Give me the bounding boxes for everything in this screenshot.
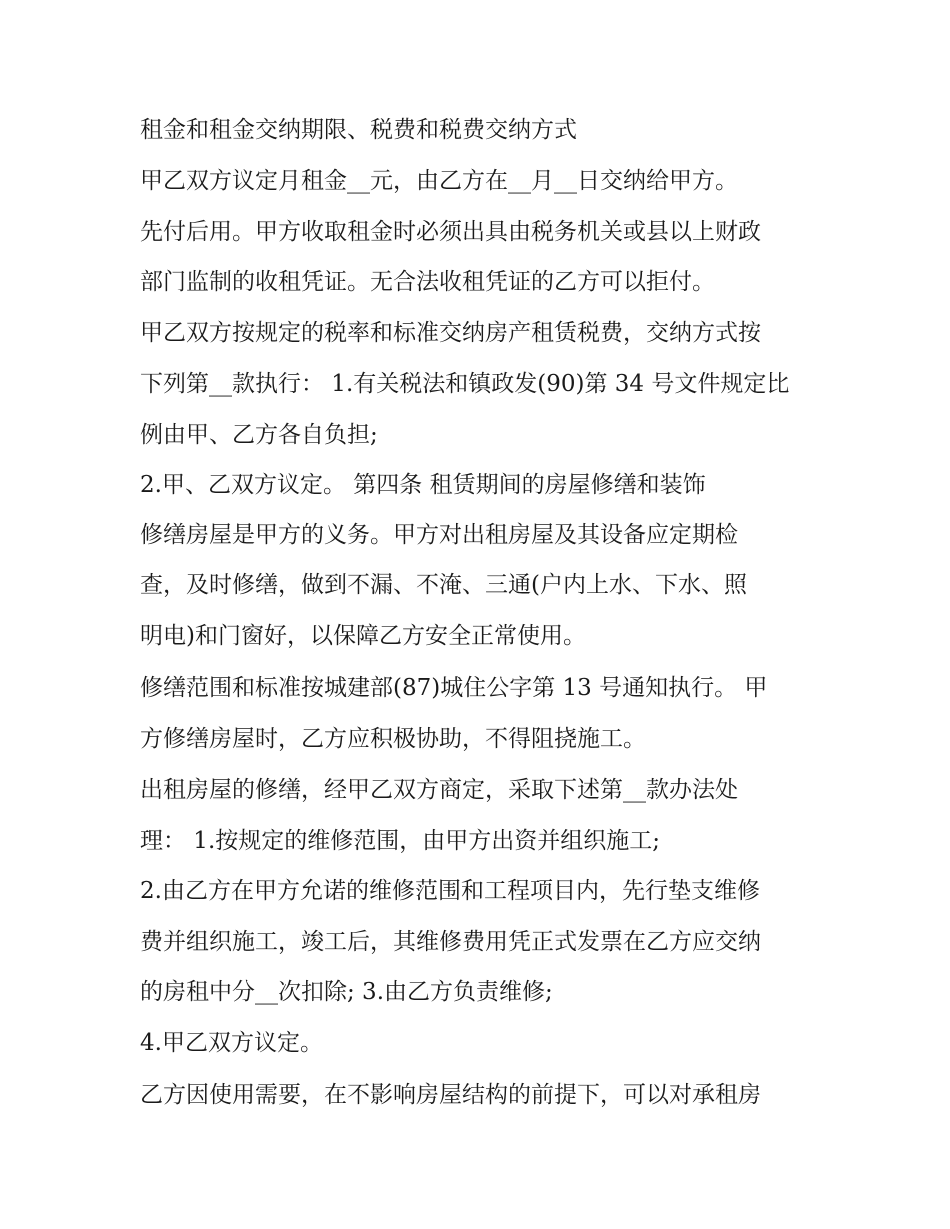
text-line: 2.甲、乙双方议定。 第四条 租赁期间的房屋修缮和装饰: [140, 472, 706, 498]
text-line: 费并组织施工，竣工后，其维修费用凭正式发票在乙方应交纳: [140, 929, 761, 955]
text-line: 2.由乙方在甲方允诺的维修范围和工程项目内，先行垫支维修: [140, 878, 760, 904]
text-line: 租金和租金交纳期限、税费和税费交纳方式: [140, 117, 577, 143]
text-line: 甲乙双方按规定的税率和标准交纳房产租赁税费，交纳方式按: [140, 320, 761, 346]
text-line: 修缮房屋是甲方的义务。甲方对出租房屋及其设备应定期检: [140, 522, 738, 548]
text-line: 方修缮房屋时，乙方应积极协助，不得阻挠施工。: [140, 726, 646, 752]
text-line: 明电)和门窗好，以保障乙方安全正常使用。: [140, 623, 586, 649]
text-line: 修缮范围和标准按城建部(87)城住公字第 13 号通知执行。 甲: [140, 675, 768, 701]
text-line: 甲乙双方议定月租金__元，由乙方在__月__日交纳给甲方。: [140, 168, 738, 194]
text-line: 乙方因使用需要，在不影响房屋结构的前提下，可以对承租房: [140, 1082, 761, 1108]
text-line: 4.甲乙双方议定。: [140, 1030, 323, 1056]
text-line: 出租房屋的修缮，经甲乙双方商定，采取下述第__款办法处: [140, 777, 738, 803]
text-line: 例由甲、乙方各自负担;: [140, 422, 378, 448]
text-line: 下列第__款执行： 1.有关税法和镇政发(90)第 34 号文件规定比: [140, 371, 790, 397]
text-line: 先付后用。甲方收取租金时必须出具由税务机关或县以上财政: [140, 219, 761, 245]
text-line: 的房租中分__次扣除; 3.由乙方负责维修;: [140, 979, 553, 1005]
text-line: 理： 1.按规定的维修范围，由甲方出资并组织施工;: [140, 828, 661, 854]
text-line: 部门监制的收租凭证。无合法收租凭证的乙方可以拒付。: [140, 269, 715, 295]
text-line: 查，及时修缮，做到不漏、不淹、三通(户内上水、下水、照: [140, 572, 747, 598]
